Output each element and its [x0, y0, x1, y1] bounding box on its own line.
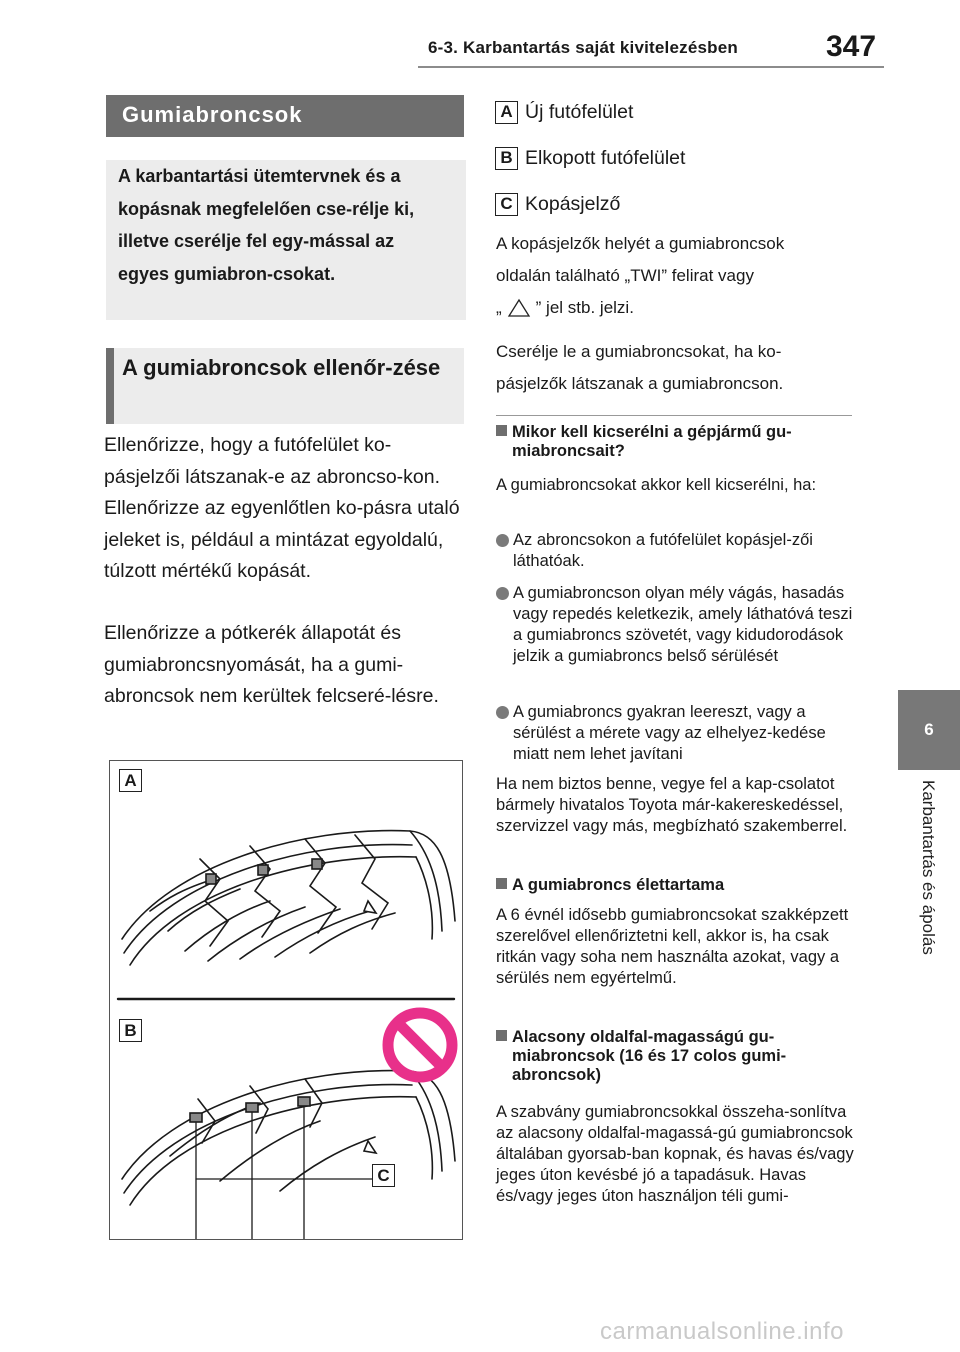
page-number: 347 — [826, 30, 877, 63]
figure-label-b: B — [119, 1019, 142, 1042]
paragraph-replace: Cserélje le a gumiabroncsokat, ha ko-pásjelzők látszanak a gumiabroncson. — [496, 342, 784, 393]
summary-text: A karbantartási ütemtervnek és a kopásnak megfelelően cse-rélje ki, illetve cserélje fel egy-mással az egyes gumiabron-csokat. — [118, 166, 415, 284]
legend-key-a: A — [495, 101, 518, 124]
triangle-mark-icon — [506, 298, 532, 318]
worn-tire-drawing — [122, 1071, 455, 1239]
prohibition-icon — [388, 1013, 452, 1077]
bullet-text-1: Az abroncsokon a futófelület kopásjel-zői láthatóak. — [513, 531, 813, 570]
summary-box — [106, 160, 466, 320]
square-bullet-icon — [496, 425, 507, 436]
paragraph-replace-when: A gumiabroncsokat akkor kell kicserélni, ha: — [496, 476, 817, 494]
legend-key-b: B — [495, 147, 518, 170]
paragraph-lifetime: A 6 évnél idősebb gumiabroncsokat szakképzett szerelővel ellenőriztetni kell, akkor is, ha csak ritkán vagy soha nem használta azokat, vagy a sérülés nem egyértelmű. — [496, 906, 849, 987]
quote-close: ” jel stb. jelzi. — [535, 298, 634, 317]
legend-key-c: C — [495, 193, 518, 216]
section-title: Gumiabroncsok — [122, 102, 303, 127]
quote-open: „ — [496, 298, 502, 317]
legend-text-a: Új futófelület — [525, 100, 634, 123]
bullet-dot-icon — [496, 587, 509, 600]
subsection-title: A gumiabroncsok ellenőr-zése — [122, 355, 441, 380]
legend-text-c: Kopásjelző — [525, 192, 621, 215]
figure-label-c: C — [372, 1164, 395, 1187]
bullet-item-2 — [496, 583, 856, 667]
legend-text-b: Elkopott futófelület — [525, 146, 686, 169]
legend-item-a — [495, 99, 633, 125]
bullet-text-3: A gumiabroncs gyakran leereszt, vagy a sérülést a mérete vagy az elhelyez-kedése miatt nem lehet javítani — [513, 703, 826, 763]
subheading-when-replace — [496, 423, 856, 461]
legend-item-b — [495, 145, 685, 171]
paragraph-inspection: Ellenőrizze, hogy a futófelület ko-pásjelzői látszanak-e az abroncso-kon. Ellenőrizze az egyenlőtlen ko-pásra utaló jeleket is, például a mintázat egyoldalú, túlzott mértékű kopását. — [104, 434, 460, 582]
watermark: carmanualsonline.info — [600, 1318, 844, 1345]
subheading-line-2: miabroncsait? — [512, 442, 625, 460]
paragraph-spare: Ellenőrizze a pótkerék állapotát és gumiabroncsnyomását, ha a gumi-abroncsok nem kerültek felcseré-lésre. — [104, 622, 439, 707]
bullet-item-1 — [496, 530, 856, 572]
section-heading — [106, 95, 464, 137]
column-divider — [496, 415, 852, 416]
subsection-bar — [106, 348, 114, 424]
subheading-low-profile-1: Alacsony oldalfal-magasságú gu- — [512, 1028, 775, 1046]
tire-illustration — [110, 761, 462, 1239]
bullet-dot-icon — [496, 534, 509, 547]
new-tire-drawing — [122, 831, 455, 965]
subheading-low-profile-2: miabroncsok (16 és 17 colos gumi- — [512, 1047, 787, 1065]
chapter-number: 6 — [924, 720, 934, 739]
subsection-heading — [106, 348, 464, 424]
bullet-text-2: A gumiabroncson olyan mély vágás, hasadás vagy repedés keletkezik, amely láthatóvá teszi a gumiabroncs szövetét, vagy kidudorodások jelzik a gumiabroncs belső sérülését — [513, 584, 853, 665]
wear-line-3 — [496, 292, 846, 324]
subheading-lifetime-text: A gumiabroncs élettartama — [512, 876, 725, 894]
tire-tread-figure — [109, 760, 463, 1240]
paragraph-contact: Ha nem biztos benne, vegye fel a kap-csolatot bármely hivatalos Toyota már-kakereskedéssel, szervizzel vagy más, megbízható szakemberrel. — [496, 775, 848, 835]
chapter-title: Karbantartás és ápolás — [919, 780, 938, 955]
header-rule — [418, 66, 884, 68]
running-header: 6-3. Karbantartás saját kivitelezésben — [428, 38, 738, 57]
square-bullet-icon — [496, 1030, 507, 1041]
legend-item-c — [495, 191, 620, 217]
bullet-dot-icon — [496, 706, 509, 719]
wear-line-1: A kopásjelzők helyét a gumiabroncsok — [496, 234, 785, 253]
subheading-low-profile — [496, 1028, 856, 1085]
chapter-tab — [898, 690, 960, 770]
subheading-lifetime — [496, 876, 856, 895]
subheading-line-1: Mikor kell kicserélni a gépjármű gu- — [512, 423, 792, 441]
bullet-item-3 — [496, 702, 856, 765]
square-bullet-icon — [496, 878, 507, 889]
figure-label-a: A — [119, 769, 142, 792]
paragraph-low-profile: A szabvány gumiabroncsokkal összeha-sonlítva az alacsony oldalfal-magassá-gú gumiabroncsok általában gyorsab-ban kopnak, és havas és/vagy jeges úton kevésbé jó a tapadásuk. Havas és/vagy jeges úton használjon téli gumi- — [496, 1103, 854, 1205]
paragraph-wear-indicator — [496, 228, 846, 324]
subheading-low-profile-3: abroncsok) — [512, 1066, 601, 1084]
wear-line-2: oldalán található „TWI” felirat vagy — [496, 266, 754, 285]
chapter-title-vertical — [898, 780, 960, 1040]
